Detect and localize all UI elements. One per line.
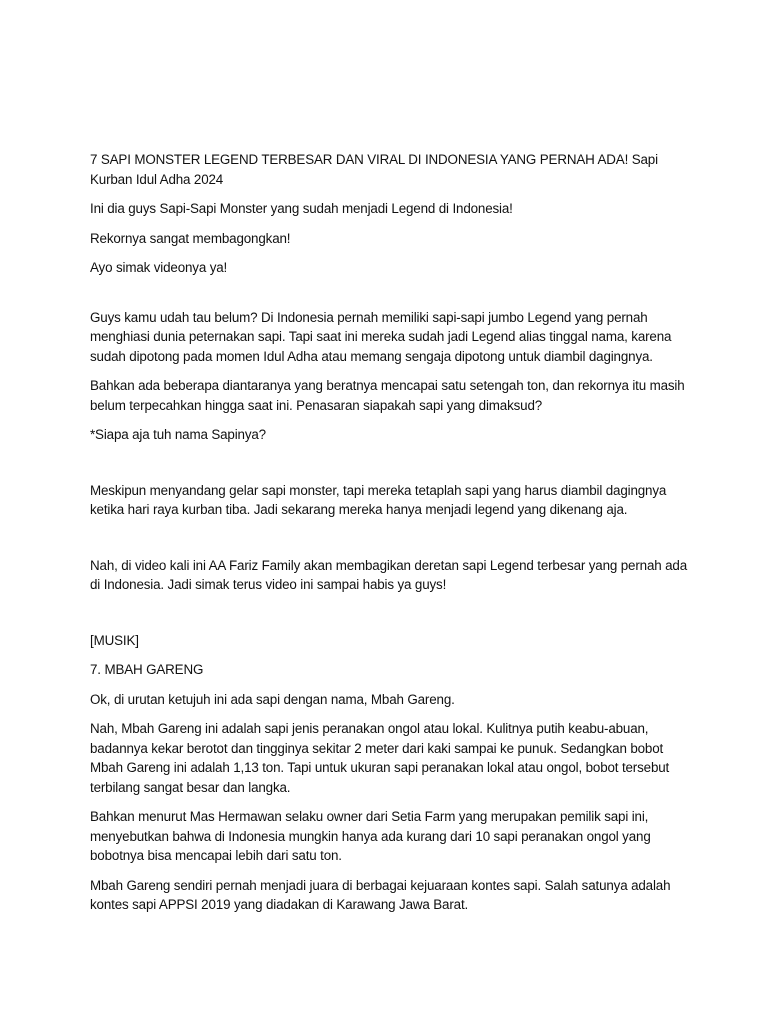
body-paragraph: Bahkan ada beberapa diantaranya yang beratnya mencapai satu setengah ton, dan rekornya itu masih belum terpecahkan hingga saat ini. Penasaran siapakah sapi yang dimaksud? <box>90 378 685 413</box>
body-paragraph: Nah, Mbah Gareng ini adalah sapi jenis peranakan ongol atau lokal. Kulitnya putih keabu-abuan, badannya kekar berotot dan tingginya sekitar 2 meter dari kaki sampai ke punuk. Sedangkan bobot Mbah Gareng ini adalah 1,13 ton. Tapi untuk ukuran sapi peranakan lokal atau ongol, bobot tersebut terbilang sangat besar dan langka. <box>90 721 670 795</box>
body-paragraph: Guys kamu udah tau belum? Di Indonesia pernah memiliki sapi-sapi jumbo Legend yang pernah menghiasi dunia peternakan sapi. Tapi saat ini mereka sudah jadi Legend alias tinggal nama, karena sudah dipotong pada momen Idul Adha atau memang sengaja dipotong untuk diambil dagingnya. <box>90 309 672 364</box>
music-tag: [MUSIK] <box>90 632 139 648</box>
paragraph-gap <box>90 455 690 481</box>
intro-paragraph: Rekornya sangat membagongkan! <box>90 230 291 246</box>
paragraph-gap <box>90 288 690 308</box>
body-paragraph: Bahkan menurut Mas Hermawan selaku owner dari Setia Farm yang merupakan pemilik sapi ini, menyebutkan bahwa di Indonesia mungkin hanya ada kurang dari 10 sapi peranakan ongol yang bobotnya bisa mencapai lebih dari satu ton. <box>90 809 651 863</box>
document-title: 7 SAPI MONSTER LEGEND TERBESAR DAN VIRAL DI INDONESIA YANG PERNAH ADA! Sapi Kurban Idul Adha 2024 <box>90 152 658 187</box>
document-body <box>90 150 690 925</box>
body-paragraph: Mbah Gareng sendiri pernah menjadi juara di berbagai kejuaraan kontes sapi. Salah satunya adalah kontes sapi APPSI 2019 yang diadakan di Karawang Jawa Barat. <box>90 877 671 912</box>
intro-paragraph: Ayo simak videonya ya! <box>90 260 228 275</box>
body-paragraph: Nah, di video kali ini AA Fariz Family akan membagikan deretan sapi Legend terbesar yang pernah ada di Indonesia. Jadi simak terus video ini sampai habis ya guys! <box>90 557 688 592</box>
body-paragraph: Ok, di urutan ketujuh ini ada sapi dengan nama, Mbah Gareng. <box>90 691 455 707</box>
paragraph-gap <box>90 605 690 631</box>
section-heading: 7. MBAH GARENG <box>90 662 204 677</box>
intro-paragraph: Ini dia guys Sapi-Sapi Monster yang sudah menjadi Legend di Indonesia! <box>90 201 513 216</box>
body-paragraph: Meskipun menyandang gelar sapi monster, tapi mereka tetaplah sapi yang harus diambil dagingnya ketika hari raya kurban tiba. Jadi sekarang mereka hanya menjadi legend yang dikenang aja. <box>90 482 667 517</box>
paragraph-gap <box>90 530 690 556</box>
body-paragraph: *Siapa aja tuh nama Sapinya? <box>90 427 266 442</box>
